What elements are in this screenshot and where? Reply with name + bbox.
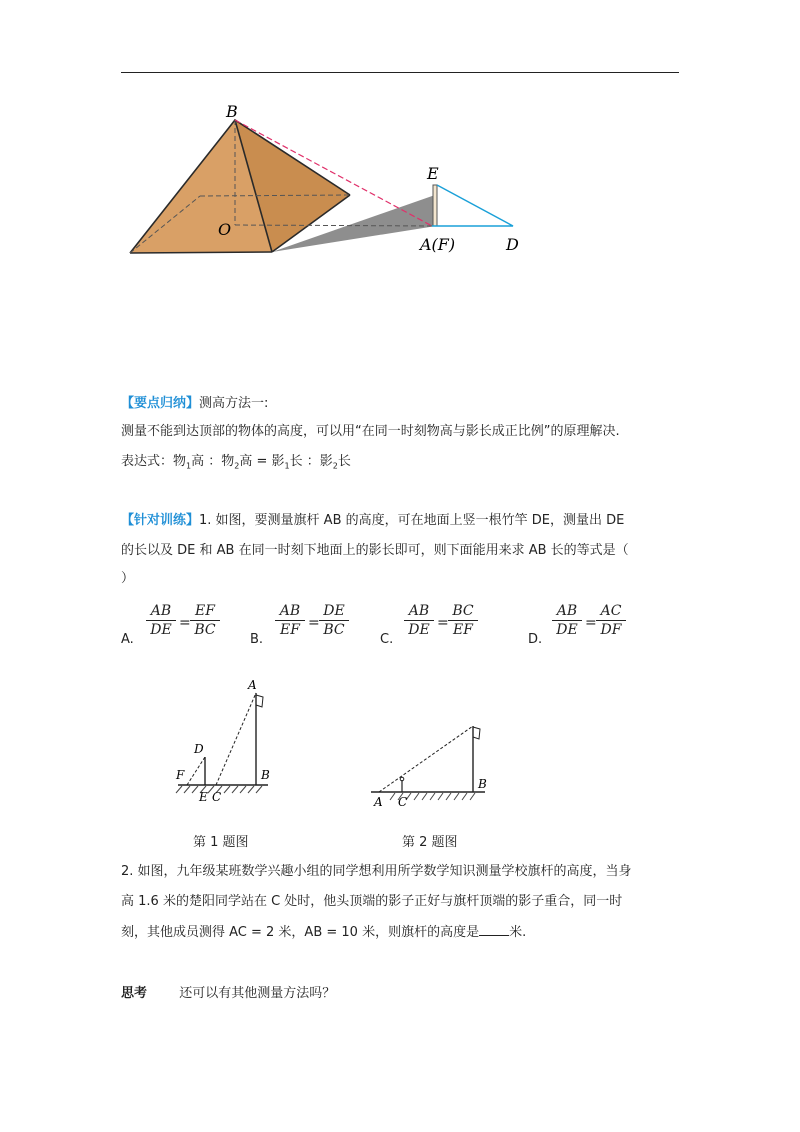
option-b-frac1: AB EF xyxy=(275,603,305,638)
label-AF: A(F) xyxy=(420,235,456,254)
figure-2 xyxy=(365,718,495,813)
svg-text:D: D xyxy=(194,742,204,756)
summary-title: 测高方法一: xyxy=(199,396,269,411)
option-d-frac1: AB DE xyxy=(552,603,582,638)
summary-line1: 测量不能到达顶部的物体的高度，可以用“在同一时刻物高与影长成正比例”的原理解决. xyxy=(121,424,620,439)
svg-text:C: C xyxy=(398,795,408,809)
option-a-letter[interactable]: A. xyxy=(121,632,134,647)
option-d-frac2: AC DF xyxy=(596,603,626,638)
figure-1-caption: 第 1 题图 xyxy=(193,835,249,850)
pole-shadow-triangle xyxy=(432,185,513,226)
summary-heading xyxy=(121,395,268,413)
training-tag: 【针对训练】 xyxy=(121,513,200,528)
training-q1-line3: ） xyxy=(121,571,135,586)
option-b-frac2: DE BC xyxy=(319,603,349,638)
option-b-letter[interactable]: B. xyxy=(250,632,264,647)
svg-text:F: F xyxy=(176,768,185,782)
svg-text:B: B xyxy=(261,768,270,782)
think-label: 思考 xyxy=(121,986,148,1001)
header-rule xyxy=(121,72,679,73)
think-line xyxy=(121,985,335,1003)
summary-expression: 表达式：物$_1$高 ：物$_2$高 = 影$_1$长 ：影$_2$长 xyxy=(121,454,351,471)
svg-text:E: E xyxy=(199,790,208,804)
svg-text:A: A xyxy=(374,795,383,809)
figure-1 xyxy=(170,675,280,805)
option-c-frac2: BC EF xyxy=(448,603,478,638)
training-q2-line2: 高 1.6 米的楚阳同学站在 C 处时，他头顶端的影子正好与旗杆顶端的影子重合，同一时 xyxy=(121,894,623,909)
label-O: O xyxy=(218,220,232,239)
training-q2-line1: 2. 如图，九年级某班数学兴趣小组的同学想利用所学数学知识测量学校旗杆的高度，当身 xyxy=(121,864,632,879)
training-q1-line1: 【针对训练】1. 如图，要测量旗杆 AB 的高度，可在地面上竖一根竹竿 DE，测量出 DE xyxy=(121,513,625,528)
label-E: E xyxy=(427,164,439,183)
option-c-frac1: AB DE xyxy=(404,603,434,638)
pole-ef xyxy=(433,185,437,226)
svg-text:B: B xyxy=(478,777,487,791)
svg-text:A: A xyxy=(248,678,257,692)
training-q1-line2: 的长以及 DE 和 AB 在同一时刻下地面上的影长即可，则下面能用来求 AB 长的等式是（ xyxy=(121,543,629,558)
svg-text:C: C xyxy=(212,790,222,804)
training-q2-line3: 刻，其他成员测得 AC = 2 米，AB = 10 米，则旗杆的高度是 米. xyxy=(121,925,527,940)
pyramid-shadow-figure xyxy=(120,95,540,265)
option-a-frac2: EF BC xyxy=(190,603,220,638)
option-c-letter[interactable]: C. xyxy=(380,632,394,647)
option-a-frac1: AB DE xyxy=(146,603,176,638)
think-text: 还可以有其他测量方法吗？ xyxy=(179,986,336,1001)
option-d-letter[interactable]: D. xyxy=(528,632,543,647)
figure-2-caption: 第 2 题图 xyxy=(402,835,458,850)
label-B: B xyxy=(226,102,238,121)
label-D: D xyxy=(506,235,519,254)
answer-blank[interactable] xyxy=(479,923,509,936)
summary-tag: 【要点归纳】 xyxy=(121,396,200,411)
